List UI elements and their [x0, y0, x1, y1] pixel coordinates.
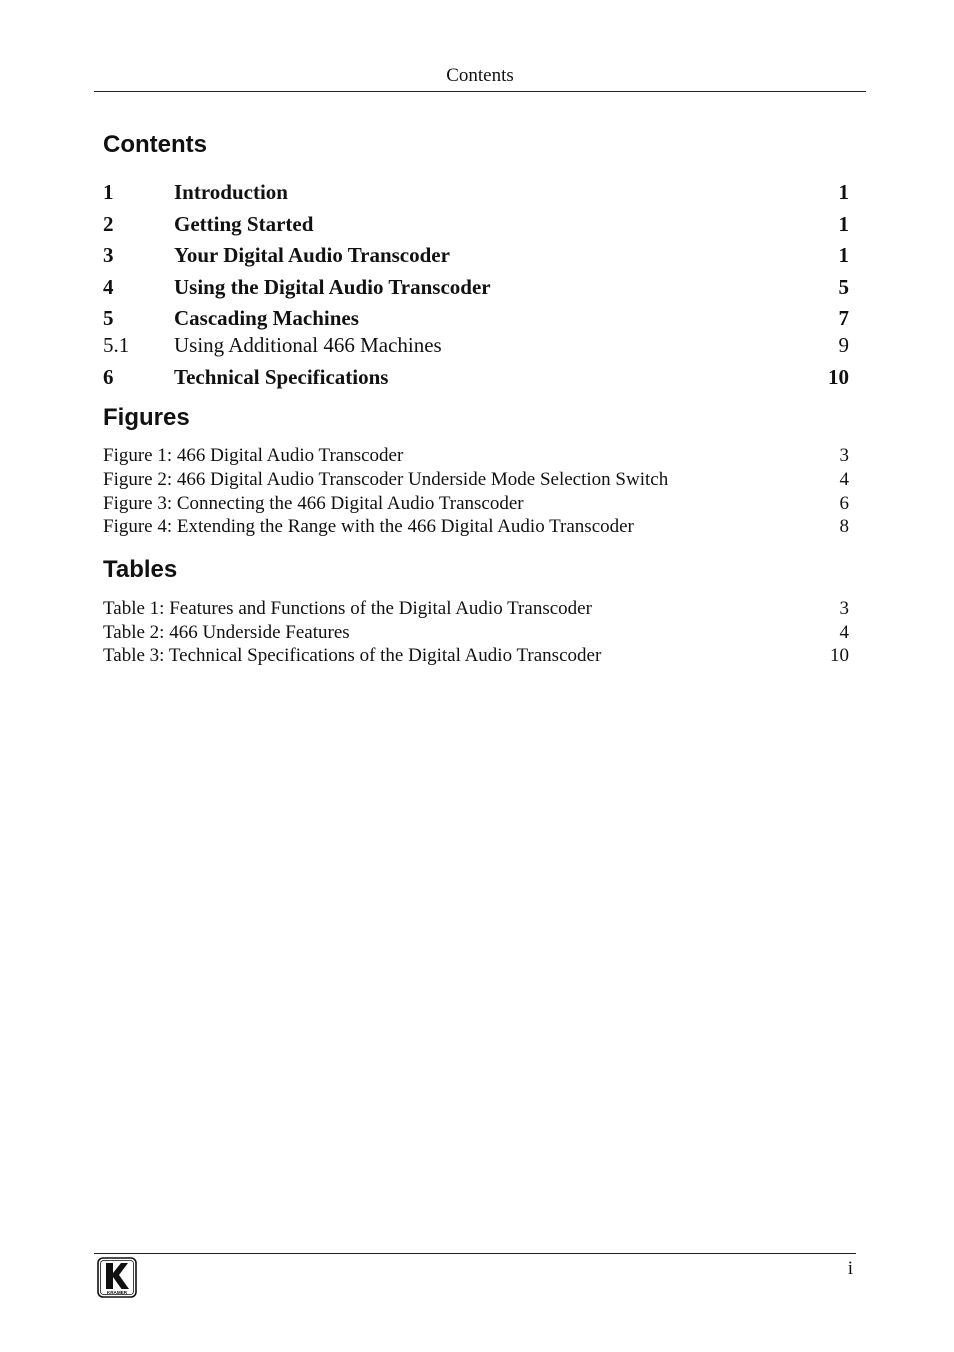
figure-entry-2[interactable]	[103, 468, 849, 492]
figure-entry-text: Figure 4: Extending the Range with the 466 Digital Audio Transcoder	[103, 516, 634, 537]
toc-entry-5-1[interactable]	[103, 332, 849, 358]
figure-entry-3[interactable]	[103, 492, 849, 516]
toc-entry-2[interactable]	[103, 211, 849, 237]
contents-heading: Contents	[103, 131, 207, 158]
toc-entry-page: 1	[838, 212, 849, 236]
table-entry-text: Table 1: Features and Functions of the Digital Audio Transcoder	[103, 598, 592, 619]
footer-rule	[94, 1253, 856, 1254]
toc-entry-number: 6	[103, 365, 114, 389]
table-entry-page: 3	[839, 598, 849, 619]
toc-entry-page: 9	[838, 333, 849, 357]
table-entry-3[interactable]	[103, 644, 849, 668]
figures-heading: Figures	[103, 404, 190, 431]
toc-entry-title: Cascading Machines	[174, 306, 359, 330]
figure-entry-4[interactable]	[103, 515, 849, 539]
table-entry-page: 10	[830, 645, 849, 666]
toc-entry-number: 5.1	[103, 333, 130, 357]
figure-entry-text: Figure 3: Connecting the 466 Digital Audio Transcoder	[103, 493, 524, 514]
figure-entry-1[interactable]	[103, 444, 849, 468]
tables-heading: Tables	[103, 556, 178, 583]
toc-entry-3[interactable]	[103, 242, 849, 268]
running-header: Contents	[446, 65, 514, 86]
toc-entry-title: Using Additional 466 Machines	[174, 333, 442, 357]
figure-entry-page: 4	[839, 469, 849, 490]
figure-entry-text: Figure 2: 466 Digital Audio Transcoder Underside Mode Selection Switch	[103, 469, 669, 490]
toc-entry-title: Using the Digital Audio Transcoder	[174, 275, 491, 299]
kramer-logo-wordmark: KRAMER	[106, 1290, 128, 1295]
toc-entry-page: 7	[838, 306, 849, 330]
table-entry-2[interactable]	[103, 621, 849, 645]
toc-entry-title: Getting Started	[174, 212, 314, 236]
figure-entry-page: 6	[839, 493, 849, 514]
kramer-logo-icon	[97, 1257, 137, 1298]
table-entry-text: Table 3: Technical Specifications of the Digital Audio Transcoder	[103, 645, 602, 666]
table-entry-1[interactable]	[103, 597, 849, 621]
toc-entry-4[interactable]	[103, 274, 849, 300]
toc-entry-number: 5	[103, 306, 114, 330]
figure-entry-page: 3	[839, 445, 849, 466]
toc-entry-page: 1	[838, 243, 849, 267]
toc-entry-number: 4	[103, 275, 114, 299]
toc-entry-number: 1	[103, 180, 114, 204]
toc-entry-title: Your Digital Audio Transcoder	[174, 243, 450, 267]
toc-entry-page: 5	[838, 275, 849, 299]
table-entry-text: Table 2: 466 Underside Features	[103, 622, 350, 643]
toc-entry-6[interactable]	[103, 364, 849, 390]
toc-entry-title: Introduction	[174, 180, 288, 204]
toc-entry-title: Technical Specifications	[174, 365, 389, 389]
toc-entry-1[interactable]	[103, 179, 849, 205]
toc-entry-page: 1	[838, 180, 849, 204]
page-number: i	[847, 1258, 853, 1279]
toc-entry-number: 2	[103, 212, 114, 236]
table-entry-page: 4	[839, 622, 849, 643]
figure-entry-text: Figure 1: 466 Digital Audio Transcoder	[103, 445, 404, 466]
figure-entry-page: 8	[839, 516, 849, 537]
toc-entry-number: 3	[103, 243, 114, 267]
header-rule	[94, 91, 866, 92]
toc-entry-page: 10	[828, 365, 849, 389]
toc-entry-5[interactable]	[103, 305, 849, 331]
